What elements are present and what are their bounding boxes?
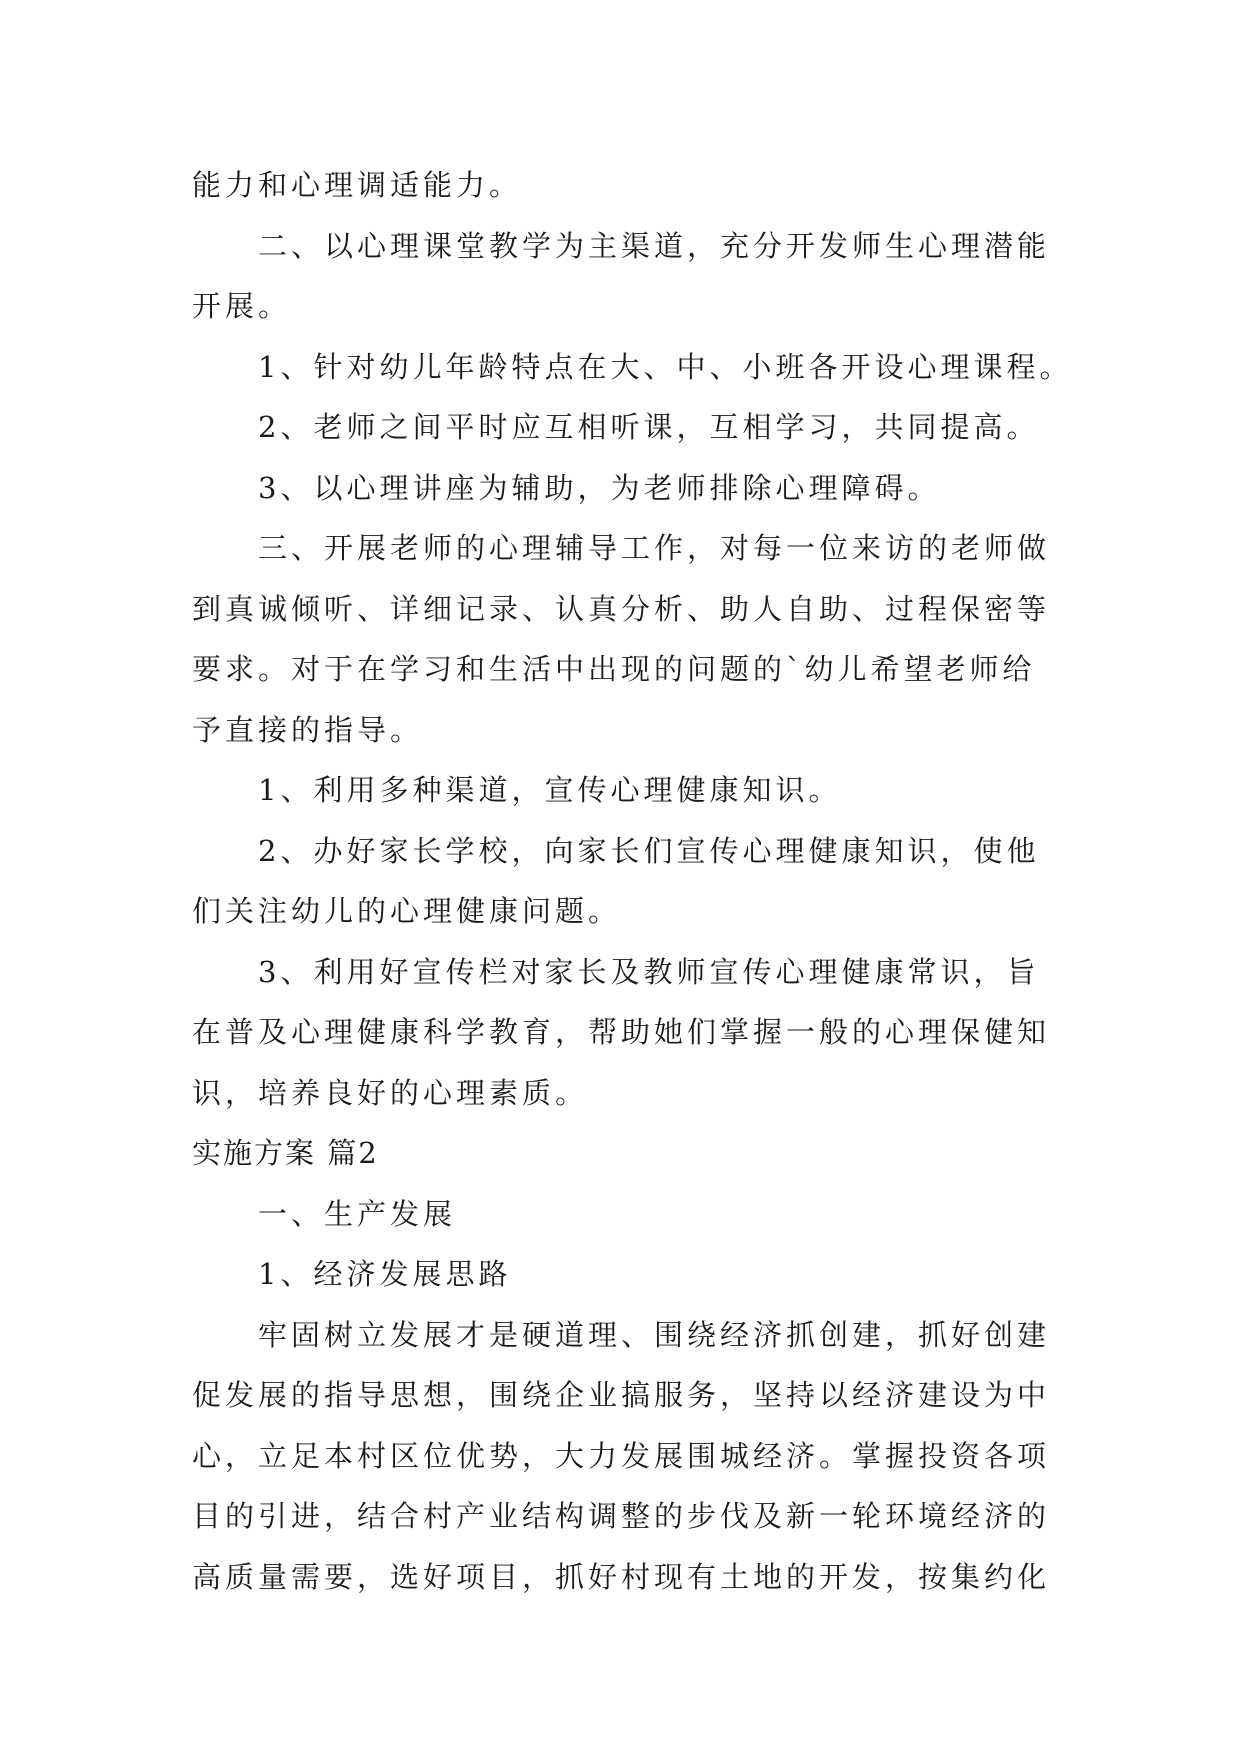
list-item: 1、利用多种渠道，宣传心理健康知识。: [258, 773, 842, 807]
list-item: 2、老师之间平时应互相听课，互相学习，共同提高。: [258, 410, 1040, 444]
text-line: 识，培养良好的心理素质。: [192, 1075, 589, 1110]
list-item: 2、办好家长学校，向家长们宣传心理健康知识，使他: [258, 833, 1040, 868]
paragraph-line: 心，立足本村区位优势，大力发展围城经济。掌握投资各项: [192, 1438, 1051, 1473]
paragraph-line: 高质量需要，选好项目，抓好村现有土地的开发，按集约化: [192, 1559, 1051, 1594]
text-line: 要求。对于在学习和生活中出现的问题的`幼儿希望老师给: [192, 652, 1036, 686]
document-body: [192, 155, 1073, 1607]
list-item: 3、以心理讲座为辅助，为老师排除心理障碍。: [258, 470, 941, 505]
text-line: 予直接的指导。: [192, 712, 424, 747]
text-line: 在普及心理健康科学教育，帮助她们掌握一般的心理保健知: [192, 1015, 1051, 1049]
text-line: 能力和心理调适能力。: [192, 168, 523, 202]
paragraph-line: 牢固树立发展才是硬道理、围绕经济抓创建，抓好创建: [258, 1317, 1051, 1352]
text-line: 们关注幼儿的心理健康问题。: [192, 894, 622, 928]
list-item: 1、针对幼儿年龄特点在大、中、小班各开设心理课程。: [258, 349, 1073, 384]
section-heading-2: 二、以心理课堂教学为主渠道，充分开发师生心理潜能: [258, 228, 1051, 263]
section-heading-3: 三、开展老师的心理辅导工作，对每一位来访的老师做: [258, 531, 1051, 565]
subsection-heading: 1、经济发展思路: [258, 1257, 512, 1291]
paragraph-line: 目的引进，结合村产业结构调整的步伐及新一轮环境经济的: [192, 1499, 1051, 1533]
article-title: 实施方案 篇2: [192, 1136, 379, 1170]
paragraph-line: 促发展的指导思想，围绕企业搞服务，坚持以经济建设为中: [192, 1378, 1051, 1412]
text-line: 到真诚倾听、详细记录、认真分析、助人自助、过程保密等: [192, 591, 1051, 626]
list-item: 3、利用好宣传栏对家长及教师宣传心理健康常识，旨: [258, 954, 1040, 989]
text-line: 开展。: [192, 289, 292, 323]
section-heading-1: 一、生产发展: [258, 1196, 457, 1231]
